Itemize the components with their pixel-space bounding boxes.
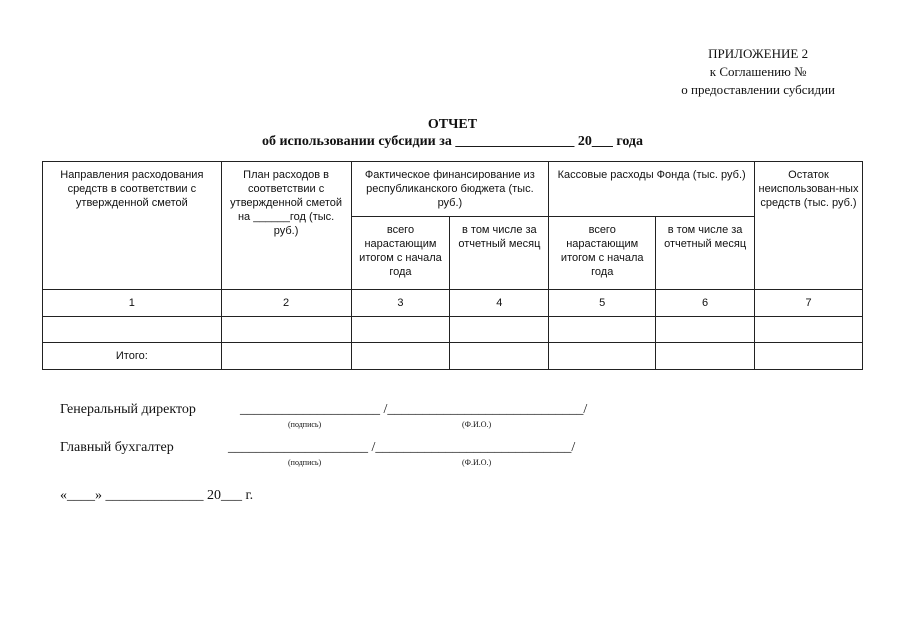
col-header-financing-month: в том числе за отчетный месяц	[450, 217, 549, 290]
appendix-line-1: ПРИЛОЖЕНИЕ 2	[708, 46, 809, 61]
table-cell[interactable]	[43, 317, 222, 343]
table-cell[interactable]	[221, 317, 351, 343]
col-header-remainder: Остаток неиспользован-ных средств (тыс. руб.)	[755, 162, 863, 290]
report-title-sub: об использовании субсидии за _________________ 20___ года	[261, 134, 644, 149]
accountant-name-caption: (Ф.И.О.)	[462, 458, 492, 467]
report-table	[42, 161, 863, 370]
total-label: Итого:	[43, 343, 222, 370]
table-cell[interactable]	[221, 343, 351, 370]
table-cell[interactable]	[549, 343, 656, 370]
col-number: 1	[43, 290, 222, 317]
accountant-sign-caption: (подпись)	[288, 458, 322, 467]
col-number: 4	[450, 290, 549, 317]
accountant-signature-line[interactable]: ____________________ /____________________________/	[228, 440, 576, 455]
director-label: Генеральный директор	[60, 402, 196, 417]
col-header-actual-financing: Фактическое финансирование из республиканского бюджета (тыс. руб.)	[351, 162, 549, 217]
table-cell[interactable]	[656, 343, 755, 370]
col-number: 2	[221, 290, 351, 317]
table-cell[interactable]	[755, 317, 863, 343]
total-row	[43, 343, 863, 370]
director-sign-caption: (подпись)	[288, 420, 322, 429]
col-header-cash-expenses: Кассовые расходы Фонда (тыс. руб.)	[549, 162, 755, 217]
col-number: 3	[351, 290, 450, 317]
accountant-label: Главный бухгалтер	[60, 440, 174, 455]
appendix-line-2: к Соглашению №	[709, 64, 807, 79]
col-number: 5	[549, 290, 656, 317]
table-cell[interactable]	[656, 317, 755, 343]
col-header-expenses-month: в том числе за отчетный месяц	[656, 217, 755, 290]
appendix-header	[681, 45, 835, 99]
report-title	[0, 116, 905, 150]
table-cell[interactable]	[450, 343, 549, 370]
date-line[interactable]: «____» ______________ 20___ г.	[60, 488, 254, 503]
table-cell[interactable]	[549, 317, 656, 343]
table-row	[43, 317, 863, 343]
table-cell[interactable]	[450, 317, 549, 343]
column-number-row	[43, 290, 863, 317]
director-signature-line[interactable]: ____________________ /____________________________/	[240, 402, 588, 417]
col-header-expenses-total: всего нарастающим итогом с начала года	[549, 217, 656, 290]
col-number: 6	[656, 290, 755, 317]
col-header-plan: План расходов в соответствии с утвержденной сметой на ______год (тыс. руб.)	[221, 162, 351, 290]
col-header-directions: Направления расходования средств в соответствии с утвержденной сметой	[43, 162, 222, 290]
table-cell[interactable]	[755, 343, 863, 370]
report-title-main: ОТЧЕТ	[427, 117, 478, 132]
col-header-financing-total: всего нарастающим итогом с начала года	[351, 217, 450, 290]
table-cell[interactable]	[351, 317, 450, 343]
appendix-line-3: о предоставлении субсидии	[681, 82, 835, 97]
col-number: 7	[755, 290, 863, 317]
director-name-caption: (Ф.И.О.)	[462, 420, 492, 429]
table-cell[interactable]	[351, 343, 450, 370]
